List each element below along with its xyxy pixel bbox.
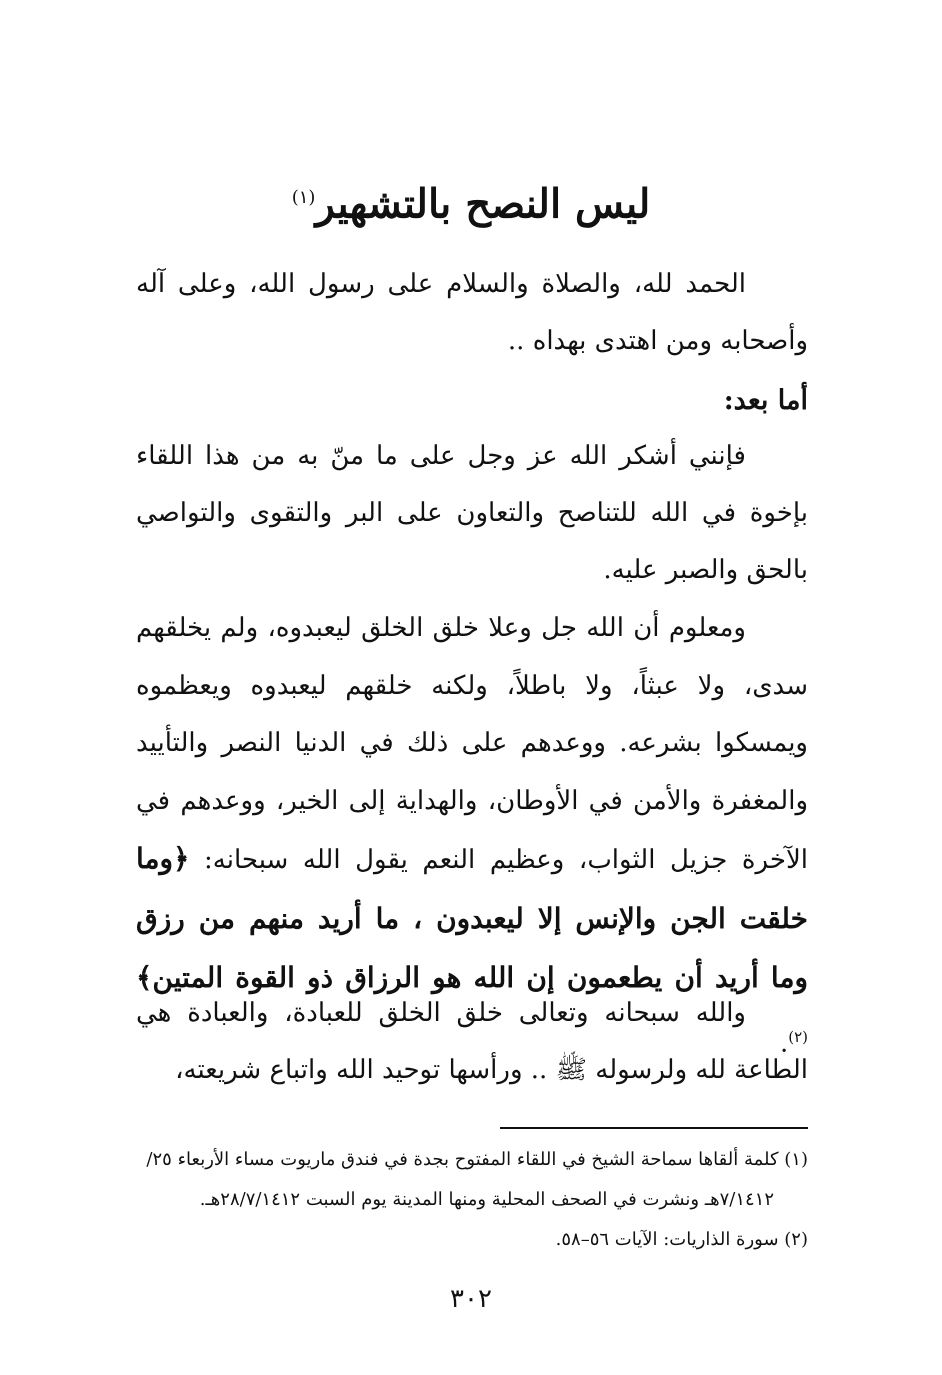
page-title — [120, 168, 822, 234]
footnote-2: (٢) سورة الذاريات: الآيات ٥٦–٥٨. — [555, 1229, 808, 1250]
quran-verse: ﴿وما خلقت الجن والإنس إلا ليعبدون ، ما أريد منهم من رزق وما أريد أن يطعمون إن الله هو الرزاق ذو القوة المتين﴾ — [136, 842, 808, 994]
opening-paragraph: الحمد لله، والصلاة والسلام على رسول الله، وعلى آله وأصحابه ومن اهتدى بهداه .. — [136, 269, 808, 356]
section-heading: أما بعد: — [723, 385, 808, 416]
footnote-1-line-1: (١) كلمة ألقاها سماحة الشيخ في اللقاء المفتوح بجدة في فندق ماريوت مساء الأربعاء ٢٥/ — [146, 1149, 808, 1170]
purpose-intro-text: ومعلوم أن الله جل وعلا خلق الخلق ليعبدوه، ولم يخلقهم سدى، ولا عبثاً، ولا باطلاً، ولكنه خلقهم ليعبدوه ويعظموه ويمسكوا بشرعه. ووعدهم على ذلك في الدنيا النصر والتأييد والمغفرة والأمن في الأوطان، والهداية إلى الخير، ووعدهم في الآخرة جزيل الثواب، وعظيم النعم يقول الله سبحانه: — [136, 613, 809, 875]
footnotes — [136, 1140, 808, 1260]
page-number: ٣٠٢ — [450, 1284, 492, 1314]
worship-paragraph: والله سبحانه وتعالى خلق الخلق للعبادة، والعبادة هي الطاعة لله ولرسوله ﷺ .. ورأسها توحيد الله واتباع شريعته، — [136, 998, 808, 1085]
verse-end-punctuation: . — [779, 1028, 789, 1059]
footnote-divider — [500, 1127, 808, 1129]
title-text: ليس النصح بالتشهير — [315, 180, 651, 228]
thanks-paragraph: فإنني أشكر الله عز وجل على ما منّ به من هذا اللقاء بإخوة في الله للتناصح والتعاون على البر والتقوى والتواصي بالحق والصبر عليه. — [136, 441, 808, 585]
title-footnote-marker: (١) — [291, 187, 316, 208]
verse-footnote-marker: (٢) — [788, 1027, 808, 1046]
footnote-1-line-2: ٧/١٤١٢هـ ونشرت في الصحف المحلية ومنها المدينة يوم السبت ٢٨/٧/١٤١٢هـ. — [199, 1189, 774, 1210]
